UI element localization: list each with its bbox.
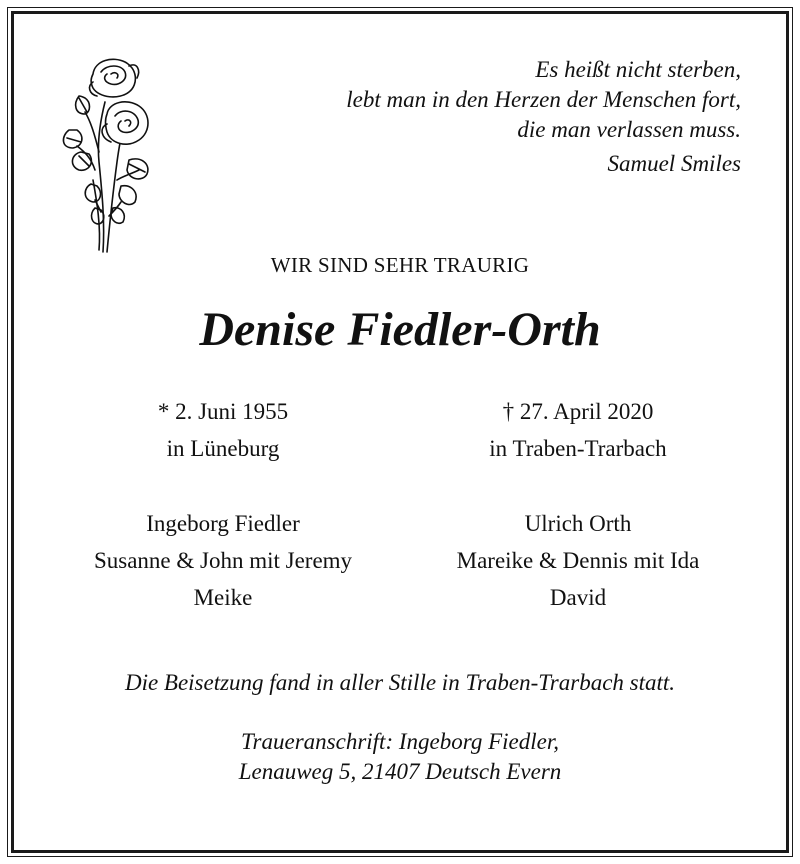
family-left: [70, 505, 376, 616]
quote-author: Samuel Smiles: [607, 151, 741, 176]
address-line: Lenauweg 5, 21407 Deutsch Evern: [238, 759, 562, 784]
family-right: [425, 505, 731, 616]
death-info: [425, 393, 731, 467]
family-member: Ingeborg Fiedler: [146, 511, 300, 536]
family-member: Ulrich Orth: [524, 511, 632, 536]
birth-place: in Lüneburg: [166, 436, 280, 461]
death-date: † 27. April 2020: [502, 399, 654, 424]
address-line: Traueranschrift: Ingeborg Fiedler,: [241, 729, 559, 754]
quote: [346, 55, 741, 145]
rose-icon: [55, 52, 155, 257]
family-member: David: [549, 585, 607, 610]
quote-line: Es heißt nicht sterben,: [535, 57, 741, 82]
family-member: Mareike & Dennis mit Ida: [456, 548, 700, 573]
heading: WIR SIND SEHR TRAURIG: [270, 253, 530, 277]
family-member: Susanne & John mit Jeremy: [93, 548, 353, 573]
mourning-address: [0, 727, 800, 787]
burial-note: Die Beisetzung fand in aller Stille in Traben-Trarbach statt.: [124, 670, 676, 695]
family-member: Meike: [193, 585, 253, 610]
death-place: in Traben-Trarbach: [489, 436, 667, 461]
quote-line: lebt man in den Herzen der Menschen fort,: [346, 87, 741, 112]
quote-line: die man verlassen muss.: [517, 117, 741, 142]
birth-info: [70, 393, 376, 467]
deceased-name: Denise Fiedler-Orth: [199, 303, 601, 356]
birth-date: * 2. Juni 1955: [157, 399, 289, 424]
